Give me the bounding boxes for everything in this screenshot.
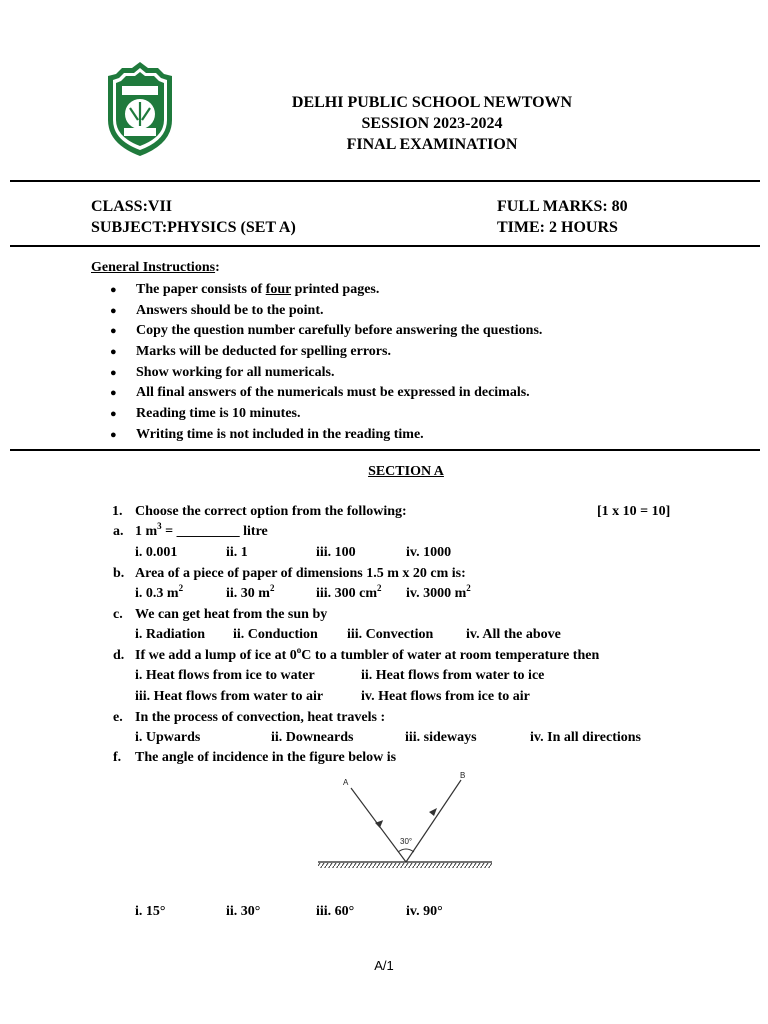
option: iv. 1000 [406,545,452,560]
instruction-item: ● Writing time is not included in the reading time. [110,425,542,446]
option: iv. 90° [406,904,443,919]
option: iii. Heat flows from water to air [135,689,324,704]
option: iv. In all directions [530,730,641,745]
part-label: e. [113,710,123,725]
part-d-text: If we add a lump of ice at 0$^o$C to a tumbler of water at room temperature then [135,645,600,663]
option: i. 15° [135,904,166,919]
option: iii. sideways [405,730,477,745]
option: iii. 100 [316,545,356,560]
exam-title: FINAL EXAMINATION [346,136,518,153]
option: iii. 300 $cm^2$ [316,583,382,601]
option: ii. 30° [226,904,261,919]
option: iv. All the above [466,627,561,642]
instruction-item: ● All final answers of the numericals must be expressed in decimals. [110,383,542,404]
option: i. 0.001 [135,545,178,560]
angle-label: 30° [400,837,413,846]
instruction-item: ● Answers should be to the point. [110,301,542,322]
instruction-item: ● The paper consists of four printed pages. [110,280,542,301]
part-e-text: In the process of convection, heat travels : [135,710,386,725]
part-c-text: We can get heat from the sun by [135,607,328,622]
subject-label: SUBJECT:PHYSICS (SET A) [91,219,296,236]
part-b-text: Area of a piece of paper of dimensions 1.5 m x 20 cm is: [135,566,466,581]
option: i. 0.3 $m^2$ [135,583,184,601]
part-label: c. [113,607,123,622]
option: i. Upwards [135,730,201,745]
section-title: SECTION A [368,464,444,479]
class-label: CLASS:VII [91,198,172,215]
option: iv. 3000 $m^2$ [406,583,471,601]
school-name: DELHI PUBLIC SCHOOL NEWTOWN [291,94,573,111]
part-f-text: The angle of incidence in the figure below is [135,750,397,765]
instruction-item: ● Marks will be deducted for spelling errors. [110,342,542,363]
option: ii. Heat flows from water to ice [361,668,545,683]
question-text: Choose the correct option from the following: [135,504,407,519]
reflected-ray [406,780,461,862]
option: ii. 30 $m^2$ [226,583,275,601]
option: ii. Conduction [233,627,318,642]
part-label: d. [113,648,125,663]
instruction-item: ● Show working for all numericals. [110,363,542,384]
option: i. Heat flows from ice to water [135,668,315,683]
option: iv. Heat flows from ice to air [361,689,530,704]
divider-top [10,180,760,182]
mirror-hatch [318,863,492,868]
angle-arc [398,849,414,852]
option: iii. 60° [316,904,355,919]
option: i. Radiation [135,627,206,642]
label-b: B [460,771,466,780]
reflected-arrow-icon [429,808,437,816]
divider-instructions [10,449,760,451]
reflection-figure [310,770,510,870]
instructions-title: General Instructions: [91,260,220,275]
instruction-item: ● Reading time is 10 minutes. [110,404,542,425]
option: ii. Downeards [271,730,354,745]
instructions-list [110,280,542,446]
label-a: A [343,778,349,787]
option: iii. Convection [347,627,434,642]
time-label: TIME: 2 HOURS [497,219,618,236]
full-marks-label: FULL MARKS: 80 [497,198,628,215]
question-marks: [1 x 10 = 10] [597,504,671,519]
part-label: a. [113,524,124,539]
divider-info [10,245,760,247]
option: ii. 1 [226,545,248,560]
instruction-item: ● Copy the question number carefully before answering the questions. [110,321,542,342]
part-a-text: 1 $m^3$ = _________ litre [135,521,268,539]
question-number: 1. [112,504,123,519]
page-number: A/1 [374,958,394,973]
part-label: f. [113,750,122,765]
part-label: b. [113,566,125,581]
session-text: SESSION 2023-2024 [361,115,503,132]
